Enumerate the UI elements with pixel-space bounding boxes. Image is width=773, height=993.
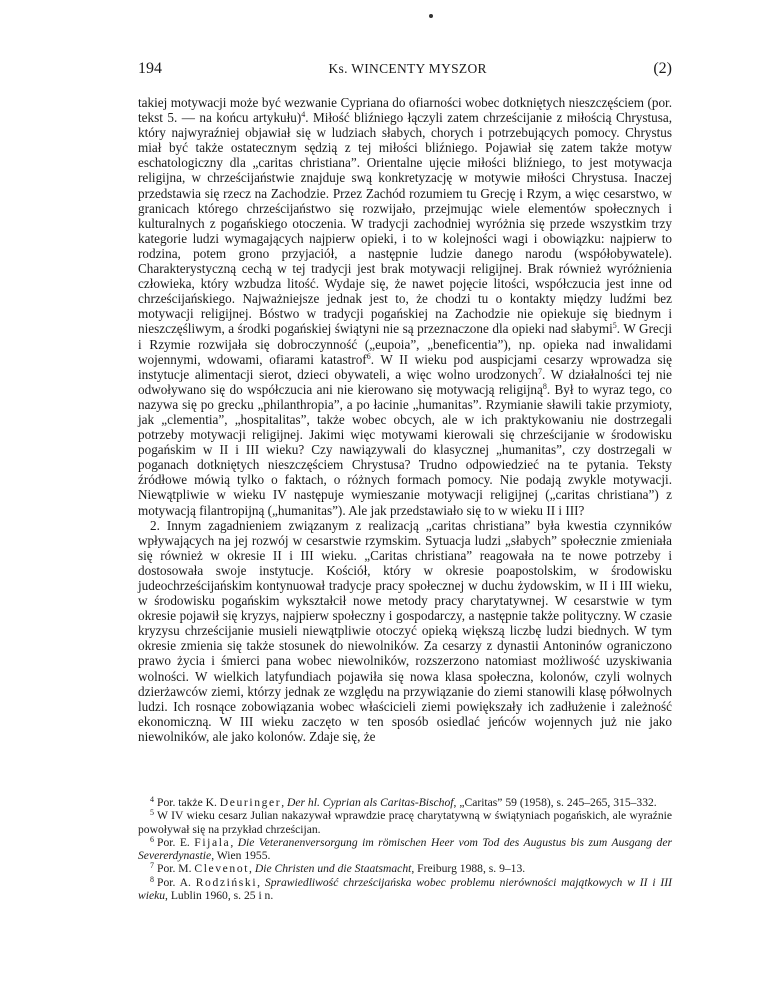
footnote-text: , Wien 1955. bbox=[211, 849, 271, 863]
text-run: takiej motywacji może być wezwanie Cypriana do ofiarności wobec dotkniętych nieszczęściem (por. tekst 5. — na końcu artykułu) bbox=[138, 95, 672, 126]
paragraph-2: 2. Innym zagadnieniem związanym z realizacją „caritas christiana” była kwestia czynników wpływających na jej rozwój w cesarstwie rzymskim. Sytuacja ludzi „słabych” społecznie zmieniała się również w okresie II i III wieku. „Caritas christiana” reagowała na te nowe potrzeby i dostosowała swoje instytucje. Kościół, który w okresie poapostolskim, w środowisku judeochrześcijańskim kontynuował tradycje pracy społecznej w duchu żydowskim, w II i III wieku, w środowisku pogańskim wykształcił nowe metody pracy charytatywnej. W cesarstwie w tym okresie pojawił się kryzys, najpierw społeczny i gospodarczy, a następnie także polityczny. W czasie kryzysu chrześcijanie musieli niewątpliwie otoczyć opieką większą liczbę ludzi biednych. W tym okresie zmienia się także stosunek do niewolników. Za cesarzy z dynastii Antoninów ograniczono prawo życia i śmierci pana wobec niewolników, rozszerzono natomiast możliwość uzyskiwania wolności. W wielkich latyfundiach pojawiła się nowa klasa społeczna, kolonów, czyli wolnych dzierżawców ziemi, którzy jednak ze względu na przywiązanie do ziemi stanowili klasę półwolnych ludzi. Ich rosnące zobowiązania wobec właścicieli ziemi powiększały ich zadłużenie i zależność ekonomiczną. W III wieku zaczęto w ten sposób osiedlać jeńców wojennych już nie jako niewolników, ale jako kolonów. Zdaje się, że bbox=[138, 517, 672, 744]
footnote-author: Deuringer bbox=[219, 796, 282, 809]
footnote-author: Clevenot bbox=[194, 862, 250, 876]
footnotes bbox=[138, 796, 672, 902]
footnote-5 bbox=[138, 809, 672, 836]
page-header bbox=[138, 60, 672, 78]
footnote-title: Die Veteranenversorgung im römischen Heer vom Tod des Augustus bis zum Ausgang der Severerdynastie bbox=[138, 835, 672, 863]
footnote-4 bbox=[138, 796, 672, 809]
text-run: . W Grecji i Rzymie rozwijała się dobroczynność („eupoia”, „beneficentia”), np. opieka nad inwalidami wojennymi, wdowami, ofiarami katastrof bbox=[138, 321, 673, 367]
footnote-title: Sprawiedliwość chrześcijańska wobec problemu nierówności majątkowych w II i III wieku bbox=[138, 875, 673, 903]
text-run: . Był to wyraz tego, co nazywa się po grecku „philanthropia”, a po łacinie „humanitas”. Rzymianie sławili takie przymioty, jak „clementia”, „hospitalitas”, także wobec obcych, ale w ich praktykowaniu nie dostrzegali potrzeby motywacji religijnej. Jakimi więc motywami kierowali się chrześcijanie w środowisku pogańskim w II i III wieku? Czy nawiązywali do klasycznej „humanitas”, czy dostrzegali w poganach dotkniętych nieszczęściem Chrystusa? Trudno odpowiedzieć na te pytania. Teksty źródłowe mówią tylko o faktach, o różnych formach pomocy. Nie podają zwykle motywacji. Niewątpliwie w wieku IV następuje wymieszanie motywacji religijnej („caritas christiana”) z motywacją filantropijną („humanitas”). Ale jak przedstawiało się to w wieku II i III? bbox=[138, 381, 672, 518]
footnote-6 bbox=[138, 836, 672, 863]
body-text bbox=[138, 95, 672, 744]
text-run: . Miłość bliźniego łączyli zatem chrześcijanie z miłością Chrystusa, który najwyraźniej objawiał się w ludziach słabych, chorych i potrzebujących pomocy. Chrystus miał być także ostatecznym sędzią z tej miłości bliźniego. Pojawiał się zatem także motyw eschatologiczny dla „caritas christiana”. Orientalne ujęcie miłości bliźniego, to jest motywacja religijna, w chrześcijaństwie znajduje swą konkretyzację w motywie miłości Chrystusa. Inaczej przedstawia się rzecz na Zachodzie. Przez Zachód rozumiem tu Grecję i Rzym, a więc cesarstwo, w granicach którego chrześcijaństwo się rozwijało, przejmując wiele elementów społecznych i kulturalnych z pogańskiego otoczenia. W tradycji zachodniej wyróżnia się przede wszystkim trzy kategorie ludzi wymagających najpierw opieki, i to w kolejności wagi i obowiązku: najpierw to rodzina, potem grono przyjaciół, a następnie ludzie danego narodu (współobywatele). Charakterystyczną cechą w tej tradycji jest brak motywacji religijnej. Brak również wyróżnienia człowieka, który wzbudza litość. Wydaje się, że nawet pojęcie litości, współczucia jest inne od chrześcijańskiego. Najważniejsze jednak jest to, że chodzi tu o kontakty między ludźmi bez motywacji religijnej. Bóstwo w tradycji pogańskiej na Zachodzie nie opiekuje się biednym i nieszczęśliwym, a środki pogańskiej świątyni nie są przeznaczone dla opieki nad słabymi bbox=[138, 110, 672, 337]
footnote-title: Der hl. Cyprian als Caritas-Bischof bbox=[287, 796, 454, 809]
paragraph-1 bbox=[138, 95, 672, 518]
footnote-text: W IV wieku cesarz Julian nakazywał wprawdzie pracę charytatywną w świątyniach pogańskich, ale wyraźnie powoływał się na przykład chrześcijan. bbox=[138, 809, 672, 836]
issue-number: (2) bbox=[653, 60, 672, 77]
footnote-ref: 6 bbox=[366, 351, 371, 361]
footnote-number: 4 bbox=[150, 795, 154, 804]
footnote-ref: 5 bbox=[612, 321, 617, 331]
footnote-ref: 8 bbox=[542, 381, 547, 391]
footnote-sep: , bbox=[257, 875, 265, 889]
footnote-title: Die Christen und die Staatsmacht bbox=[254, 862, 412, 876]
footnote-number: 5 bbox=[150, 808, 154, 818]
footnote-author: Rodziński bbox=[195, 875, 258, 889]
footnote-text: Por. E. bbox=[157, 835, 195, 849]
page-number: 194 bbox=[138, 60, 162, 77]
footnote-text: , Freiburg 1988, s. 9–13. bbox=[411, 862, 526, 876]
footnote-ref: 7 bbox=[538, 366, 543, 376]
footnote-text: , Lublin 1960, s. 25 i n. bbox=[165, 889, 274, 903]
footnote-text: , „Caritas” 59 (1958), s. 245–265, 315–332. bbox=[453, 796, 657, 809]
text-run: . W II wieku pod auspicjami cesarzy wprowadza się instytucje alimentacji sierot, dzieci obywateli, a więc wolno urodzonych bbox=[138, 351, 672, 382]
footnote-sep: , bbox=[249, 862, 255, 876]
footnote-text: Por. także K. bbox=[157, 796, 220, 809]
footnote-text: Por. M. bbox=[157, 862, 195, 876]
footnote-text: Por. A. bbox=[157, 875, 196, 889]
footnote-sep: , bbox=[230, 835, 238, 849]
footnote-sep: , bbox=[281, 796, 287, 809]
running-title: Ks. WINCENTY MYSZOR bbox=[328, 61, 487, 76]
top-dot-mark bbox=[429, 14, 433, 18]
footnote-number: 6 bbox=[150, 834, 154, 844]
footnote-ref: 4 bbox=[301, 110, 306, 120]
footnote-number: 7 bbox=[150, 861, 154, 871]
footnote-7 bbox=[138, 862, 672, 875]
footnote-8 bbox=[138, 876, 672, 903]
footnote-author: Fijala bbox=[194, 835, 231, 849]
text-run: . W działalności tej nie odwoływano się do współczucia ani nie kierowano się motywacją religijną bbox=[138, 366, 672, 397]
footnote-number: 8 bbox=[150, 874, 154, 884]
